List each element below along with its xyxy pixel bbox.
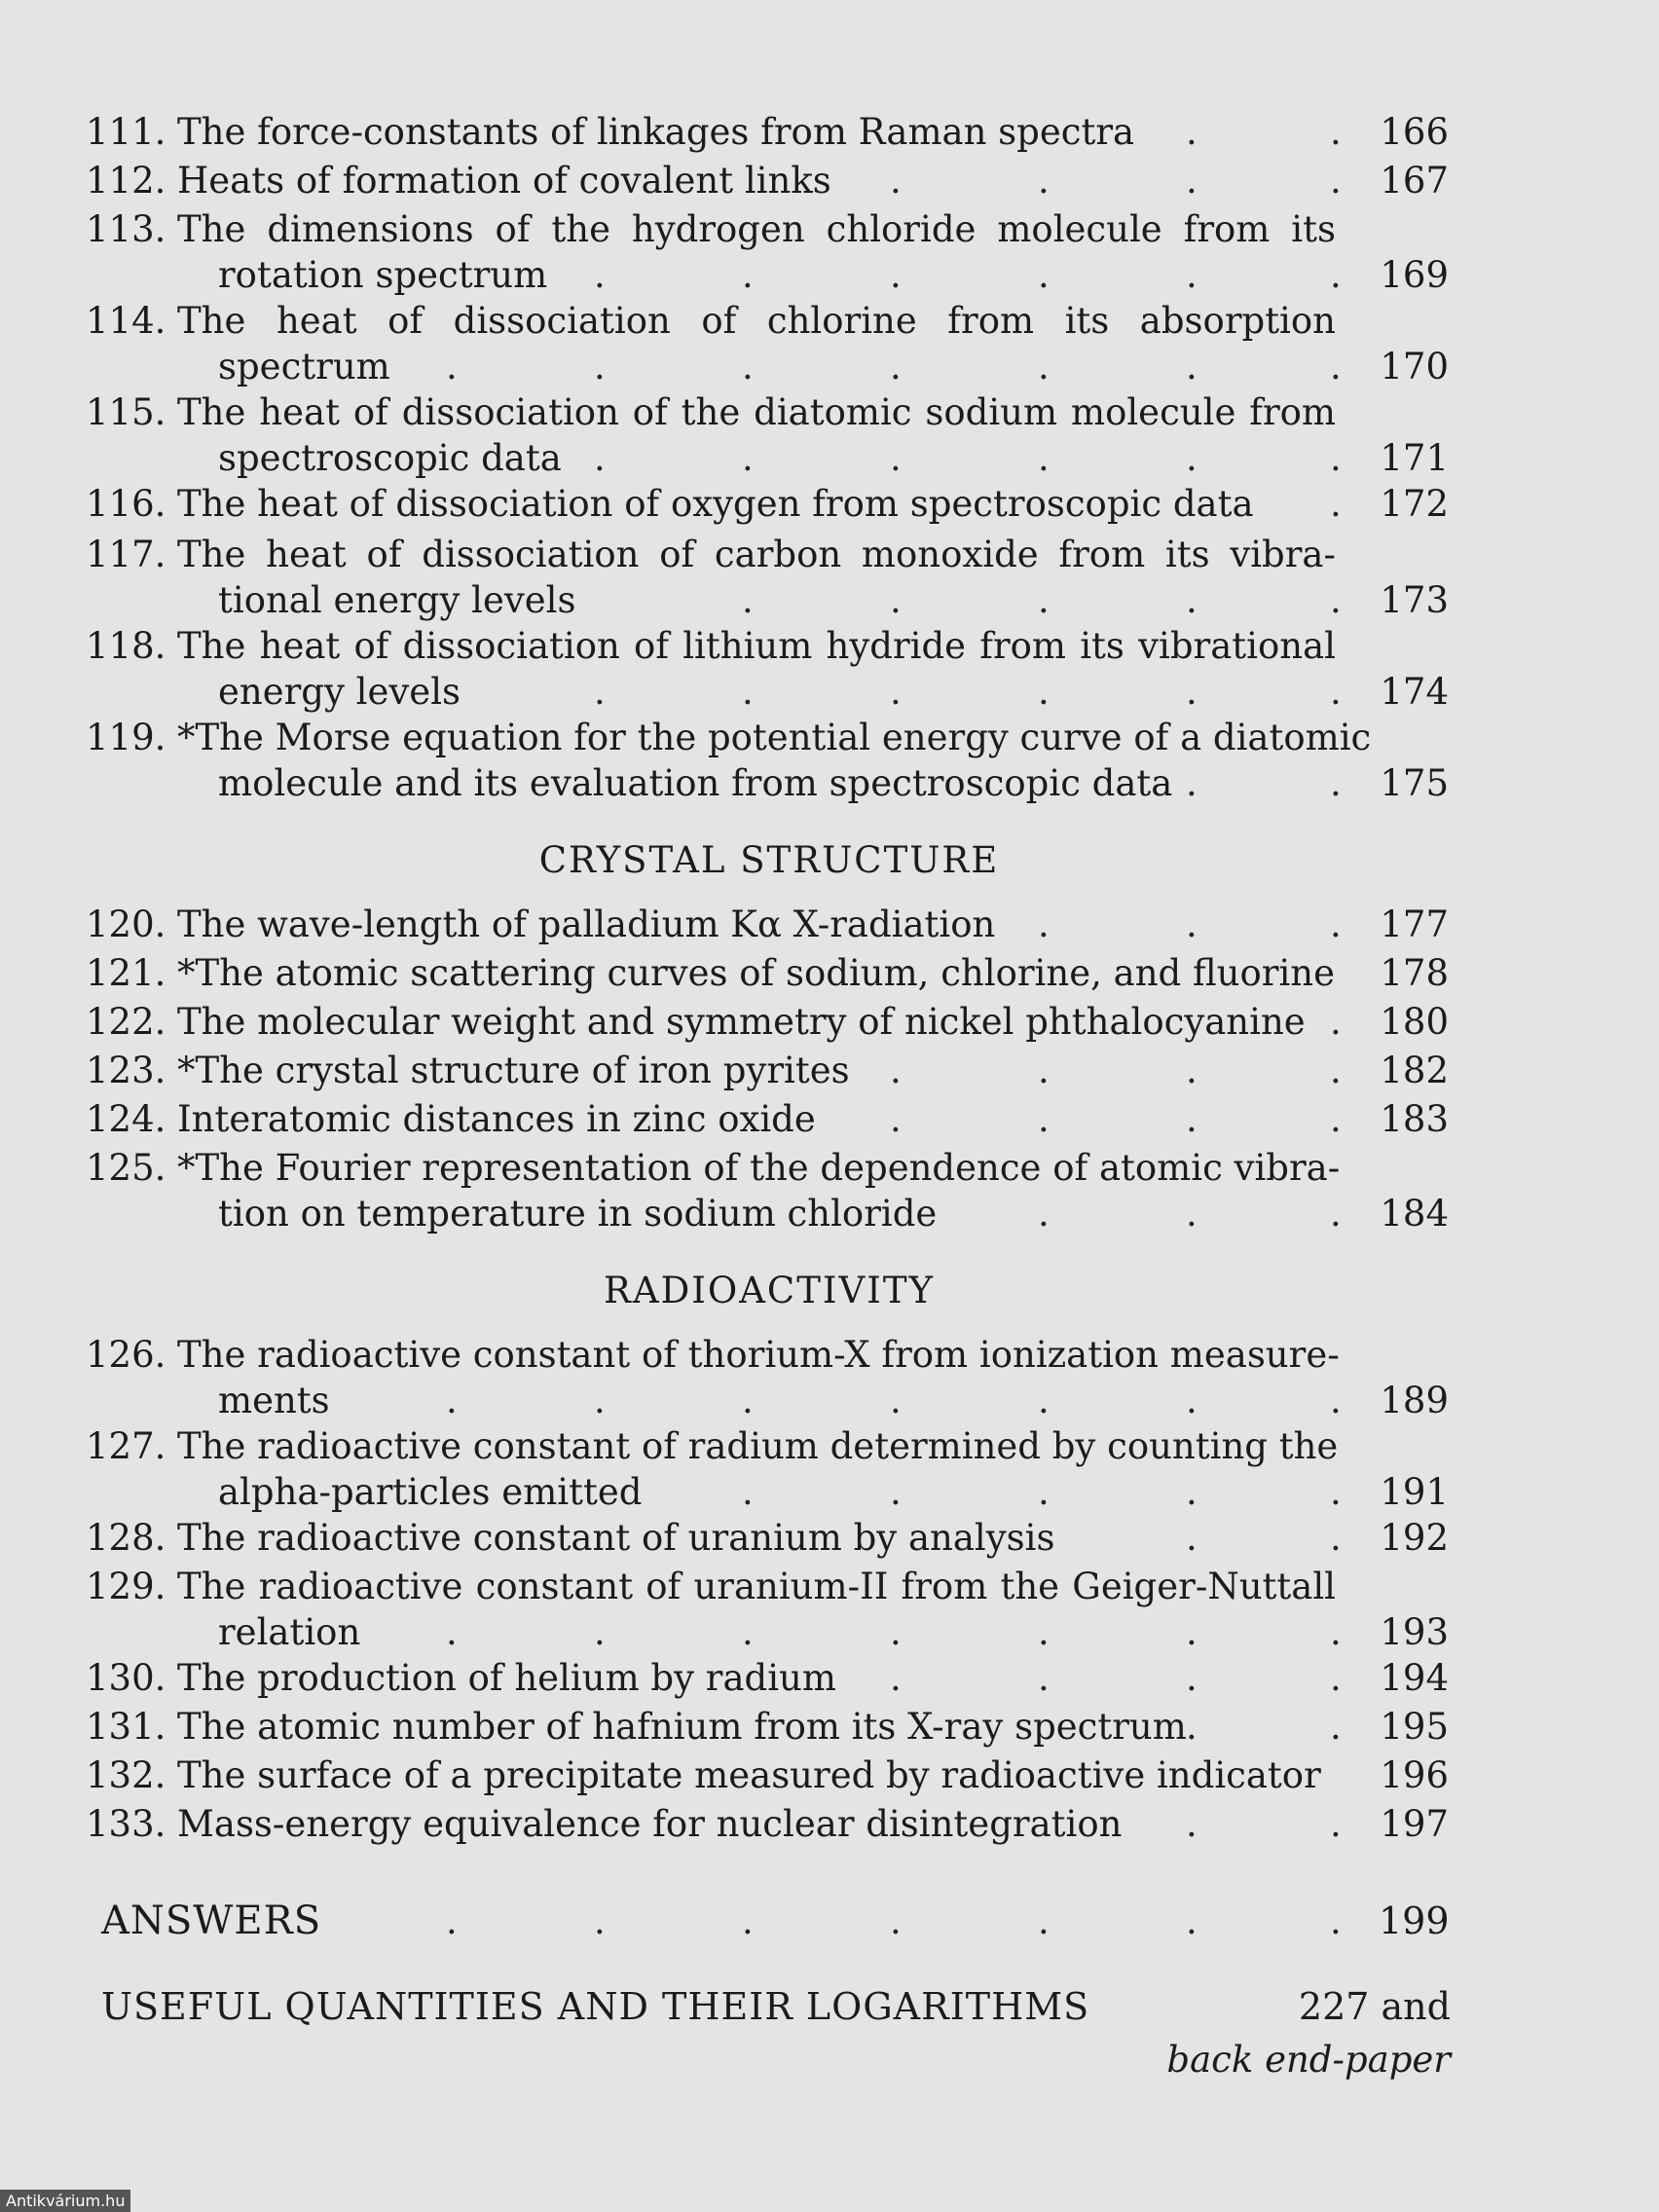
entry-number: 126. [86,1334,166,1376]
entry-title-line: rotation spectrum [218,254,548,296]
section-heading-radioactivity: RADIOACTIVITY [604,1270,935,1311]
entry-title-line: Interatomic distances in zinc oxide [177,1098,816,1140]
entry-number: 118. [86,625,166,667]
entry-title-line: The heat of dissociation of carbon monoxide from its vibra- [177,534,1336,575]
entry-page-number: 196 [1380,1754,1449,1796]
toc-page: CRYSTAL STRUCTURE RADIOACTIVITY 111. The force-constants of linkages from Raman spectra . . 166 112. Heats of formation of covalent links . . . . 167 113. The dimensions of the hydrogen chloride molecule from its rotation spectrum . . . . . . 169 114. The heat of dissociation of chlorine from its absorption spectrum . . . . . . . 170 115. The heat of dissociation of the diatomic sodium molecule from spectroscopic data . . . . . . 171 116. The heat of dissociation of oxygen from spectroscopic data . 172 117. The heat of dissociation of carbon monoxide from its vibra- tional energy levels . . . . . 173 118. The heat of dissociation of lithium hydride from its vibrational energy levels . . . . . . 174 119. *The Morse equation for the potential energy curve of a diatomic molecule and its evaluation from spectroscopic data . . 175 120. The wave-length of palladium Kα X-radiation . . . 177 121. *The atomic scattering curves of sodium, chlorine, and fluorine 178 122. The molecular weight and symmetry of nickel phthalocyanine . 180 123. *The crystal structure of iron pyrites . . . . 182 124. Interatomic distances in zinc oxide . . . . 183 125. *The Fourier representation of the dependence of atomic vibra- tion on temperature in sodium chloride . . . 184 126. The radioactive constant of thorium-X from ionization measure- ments . . . . . . . 189 127. The radioactive constant of radium determined by counting the alpha-particles emitted . . . . . 191 128. The radioactive constant of uranium by analysis . . 192 129. The radioactive constant of uranium-II from the Geiger-Nuttall relation . . . . . . . 193 130. The production of helium by radium . . . . 194 131. The atomic number of hafnium from its X-ray spectrum . . 195 132. The surface of a precipitate measured by radioactive indicator 196 133. Mass-energy equivalence for nuclear disintegration . . 197 ANSWERS . . . . . . . 199 USEFUL QUANTITIES AND THEIR LOGARITHMS 227 and back end-paper Antikvárium.hu [0,0,1659,2212]
entry-number: 132. [86,1754,166,1796]
answers-title: ANSWERS [101,1899,322,1943]
useful-quantities-title: USEFUL QUANTITIES AND THEIR LOGARITHMS [101,1985,1090,2028]
entry-page-number: 171 [1380,437,1449,479]
entry-title-line: alpha-particles emitted [218,1471,643,1513]
watermark-footer: Antikvárium.hu [0,2190,130,2212]
entry-page-number: 169 [1380,254,1449,296]
entry-page-number: 189 [1380,1380,1449,1421]
entry-number: 131. [86,1706,166,1748]
entry-title-line: The atomic number of hafnium from its X-ray spectrum [177,1706,1187,1748]
entry-number: 124. [86,1098,166,1140]
entry-title-line: The production of helium by radium [177,1657,836,1699]
entry-page-number: 191 [1380,1471,1449,1513]
entry-page-number: 175 [1380,762,1449,804]
entry-title-line: Mass-energy equivalence for nuclear disintegration [177,1803,1123,1845]
entry-page-number: 194 [1380,1657,1449,1699]
entry-title-line: ments [218,1380,330,1421]
entry-title-line: relation [218,1611,361,1653]
entry-page-number: 172 [1380,483,1449,525]
entry-title-line: The heat of dissociation of oxygen from spectroscopic data [177,483,1254,525]
answers-page: 199 [1379,1899,1450,1942]
entry-number: 116. [86,483,166,525]
entry-title-line: The wave-length of palladium Kα X-radiation [177,903,996,945]
entry-title-line: energy levels [218,671,461,713]
useful-quantities-page-continued: back end-paper [1166,2039,1451,2081]
entry-title-line: *The Morse equation for the potential energy curve of a diatomic [177,717,1372,758]
entry-page-number: 183 [1380,1098,1449,1140]
section-heading-crystal-structure: CRYSTAL STRUCTURE [538,839,1000,881]
entry-number: 114. [86,300,166,342]
entry-page-number: 177 [1380,903,1449,945]
entry-title-line: spectrum [218,346,390,387]
entry-page-number: 182 [1380,1050,1449,1091]
entry-title-line: The radioactive constant of uranium by analysis [177,1517,1055,1559]
entry-page-number: 193 [1380,1611,1449,1653]
entry-title-line: The surface of a precipitate measured by radioactive indicator [177,1754,1321,1796]
entry-page-number: 178 [1380,952,1449,994]
entry-title-line: The dimensions of the hydrogen chloride molecule from its [177,208,1336,250]
entry-number: 123. [86,1050,166,1091]
entry-number: 133. [86,1803,166,1845]
entry-title-line: *The Fourier representation of the dependence of atomic vibra- [177,1147,1341,1189]
entry-number: 127. [86,1425,166,1467]
entry-number: 111. [86,111,166,153]
entry-title-line: tion on temperature in sodium chloride [218,1193,938,1235]
entry-title-line: The molecular weight and symmetry of nickel phthalocyanine [177,1001,1306,1043]
entry-page-number: 174 [1380,671,1449,713]
entry-title-line: *The atomic scattering curves of sodium, chlorine, and fluorine [177,952,1336,994]
entry-number: 112. [86,160,166,202]
entry-number: 120. [86,903,166,945]
entry-page-number: 180 [1380,1001,1449,1043]
entry-number: 128. [86,1517,166,1559]
entry-number: 122. [86,1001,166,1043]
entry-number: 115. [86,391,166,433]
entry-page-number: 166 [1380,111,1449,153]
entry-page-number: 173 [1380,579,1449,621]
entry-number: 119. [86,717,166,758]
entry-title-line: tional energy levels [218,579,576,621]
entry-number: 117. [86,534,166,575]
entry-number: 130. [86,1657,166,1699]
entry-number: 129. [86,1566,166,1607]
entry-number: 125. [86,1147,166,1189]
entry-number: 121. [86,952,166,994]
entry-title-line: The heat of dissociation of chlorine from its absorption [177,300,1336,342]
entry-page-number: 192 [1380,1517,1449,1559]
entry-title-line: The radioactive constant of uranium-II from the Geiger-Nuttall [177,1566,1336,1607]
entry-title-line: The heat of dissociation of the diatomic sodium molecule from [177,391,1336,433]
entry-title-line: The heat of dissociation of lithium hydride from its vibrational [177,625,1336,667]
entry-title-line: The radioactive constant of thorium-X from ionization measure- [177,1334,1340,1376]
useful-quantities-page-text: 227 and [1298,1985,1451,2028]
entry-page-number: 195 [1380,1706,1449,1748]
entry-title-line: *The crystal structure of iron pyrites [177,1050,850,1091]
entry-page-number: 184 [1380,1193,1449,1235]
entry-page-number: 197 [1380,1803,1449,1845]
entry-title-line: spectroscopic data [218,437,562,479]
entry-page-number: 167 [1380,160,1449,202]
entry-title-line: The force-constants of linkages from Raman spectra [177,111,1135,153]
entry-page-number: 170 [1380,346,1449,387]
useful-quantities-page [1295,1984,1451,2030]
entry-title-line: Heats of formation of covalent links [177,160,831,202]
entry-title-line: The radioactive constant of radium determined by counting the [177,1425,1339,1467]
entry-title-line: molecule and its evaluation from spectroscopic data [218,762,1173,804]
entry-number: 113. [86,208,166,250]
